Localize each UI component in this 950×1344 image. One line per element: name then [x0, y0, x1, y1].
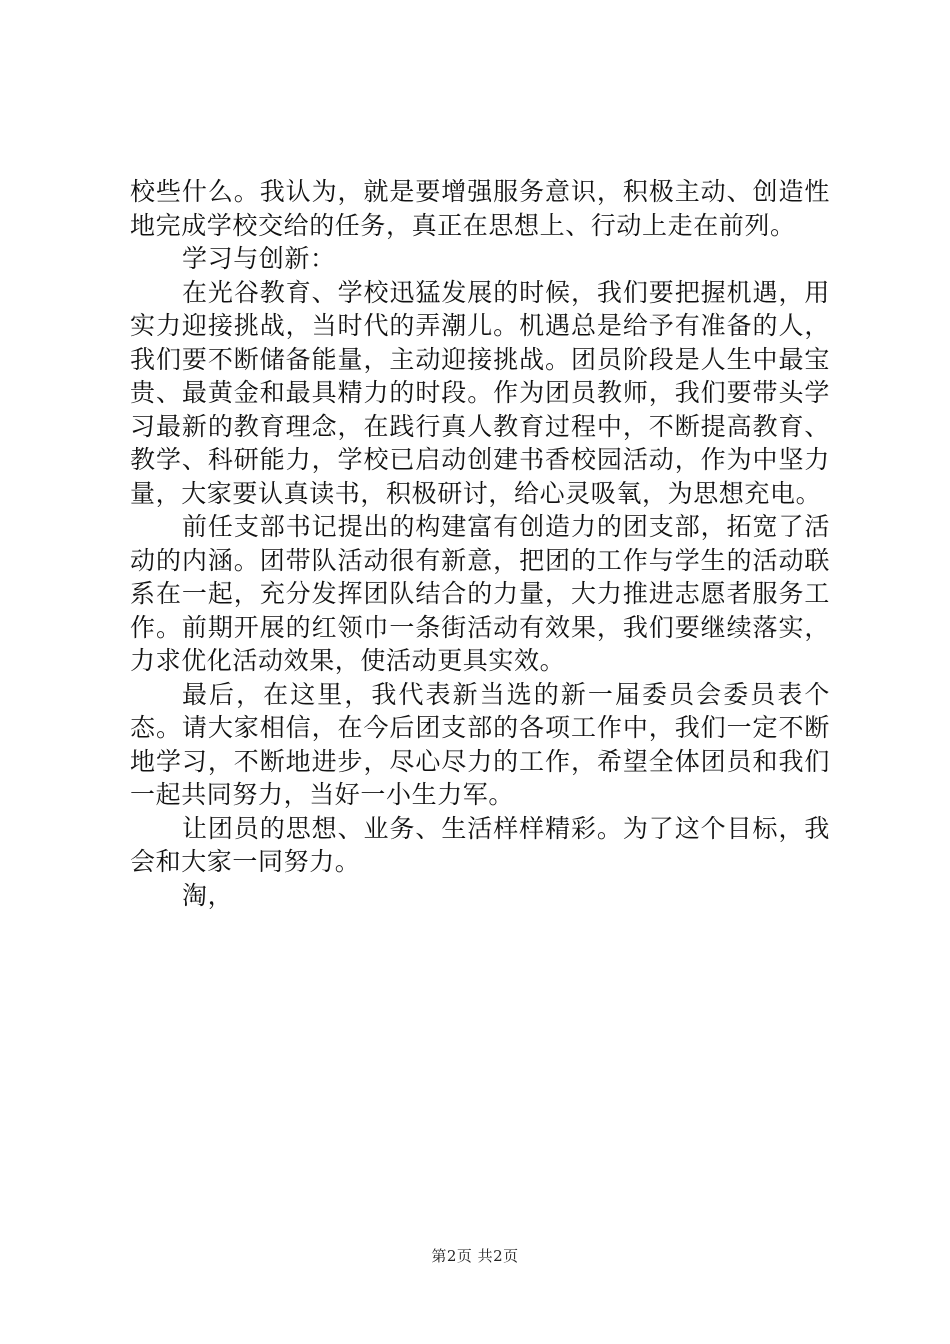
paragraph-league-branch: 前任支部书记提出的构建富有创造力的团支部，拓宽了活动的内涵。团带队活动很有新意，把团的工作与学生的活动联系在一起，充分发挥团队结合的力量，大力推进志愿者服务工作。前期开展的红领巾一条街活动有效果，我们要继续落实，力求优化活动效果，使活动更具实效。: [130, 512, 830, 675]
document-body: [130, 175, 830, 912]
section-heading-learning-innovation: 学习与创新：: [182, 244, 336, 273]
paragraph-pledge: 最后，在这里，我代表新当选的新一届委员会委员表个态。请大家相信，在今后团支部的各项工作中，我们一定不断地学习，不断地进步，尽心尽力的工作，希望全体团员和我们一起共同努力，当好一小生力军。: [130, 679, 830, 809]
paragraph-fragment: 淘，: [182, 880, 234, 910]
paragraph-goal: 让团员的思想、业务、生活样样精彩。为了这个目标，我会和大家一同努力。: [130, 813, 830, 876]
page-footer: 第2页 共2页: [431, 1247, 519, 1265]
paragraph-continued: 校些什么。我认为，就是要增强服务意识，积极主动、创造性地完成学校交给的任务，真正在思想上、行动上走在前列。: [130, 177, 830, 240]
paragraph-opportunity: 在光谷教育、学校迅猛发展的时候，我们要把握机遇，用实力迎接挑战，当时代的弄潮儿。机遇总是给予有准备的人，我们要不断储备能量，主动迎接挑战。团员阶段是人生中最宝贵、最黄金和最具精力的时段。作为团员教师，我们要带头学习最新的教育理念，在践行真人教育过程中，不断提高教育、教学、科研能力，学校已启动创建书香校园活动，作为中坚力量，大家要认真读书，积极研讨，给心灵吸氧，为思想充电。: [130, 277, 830, 508]
